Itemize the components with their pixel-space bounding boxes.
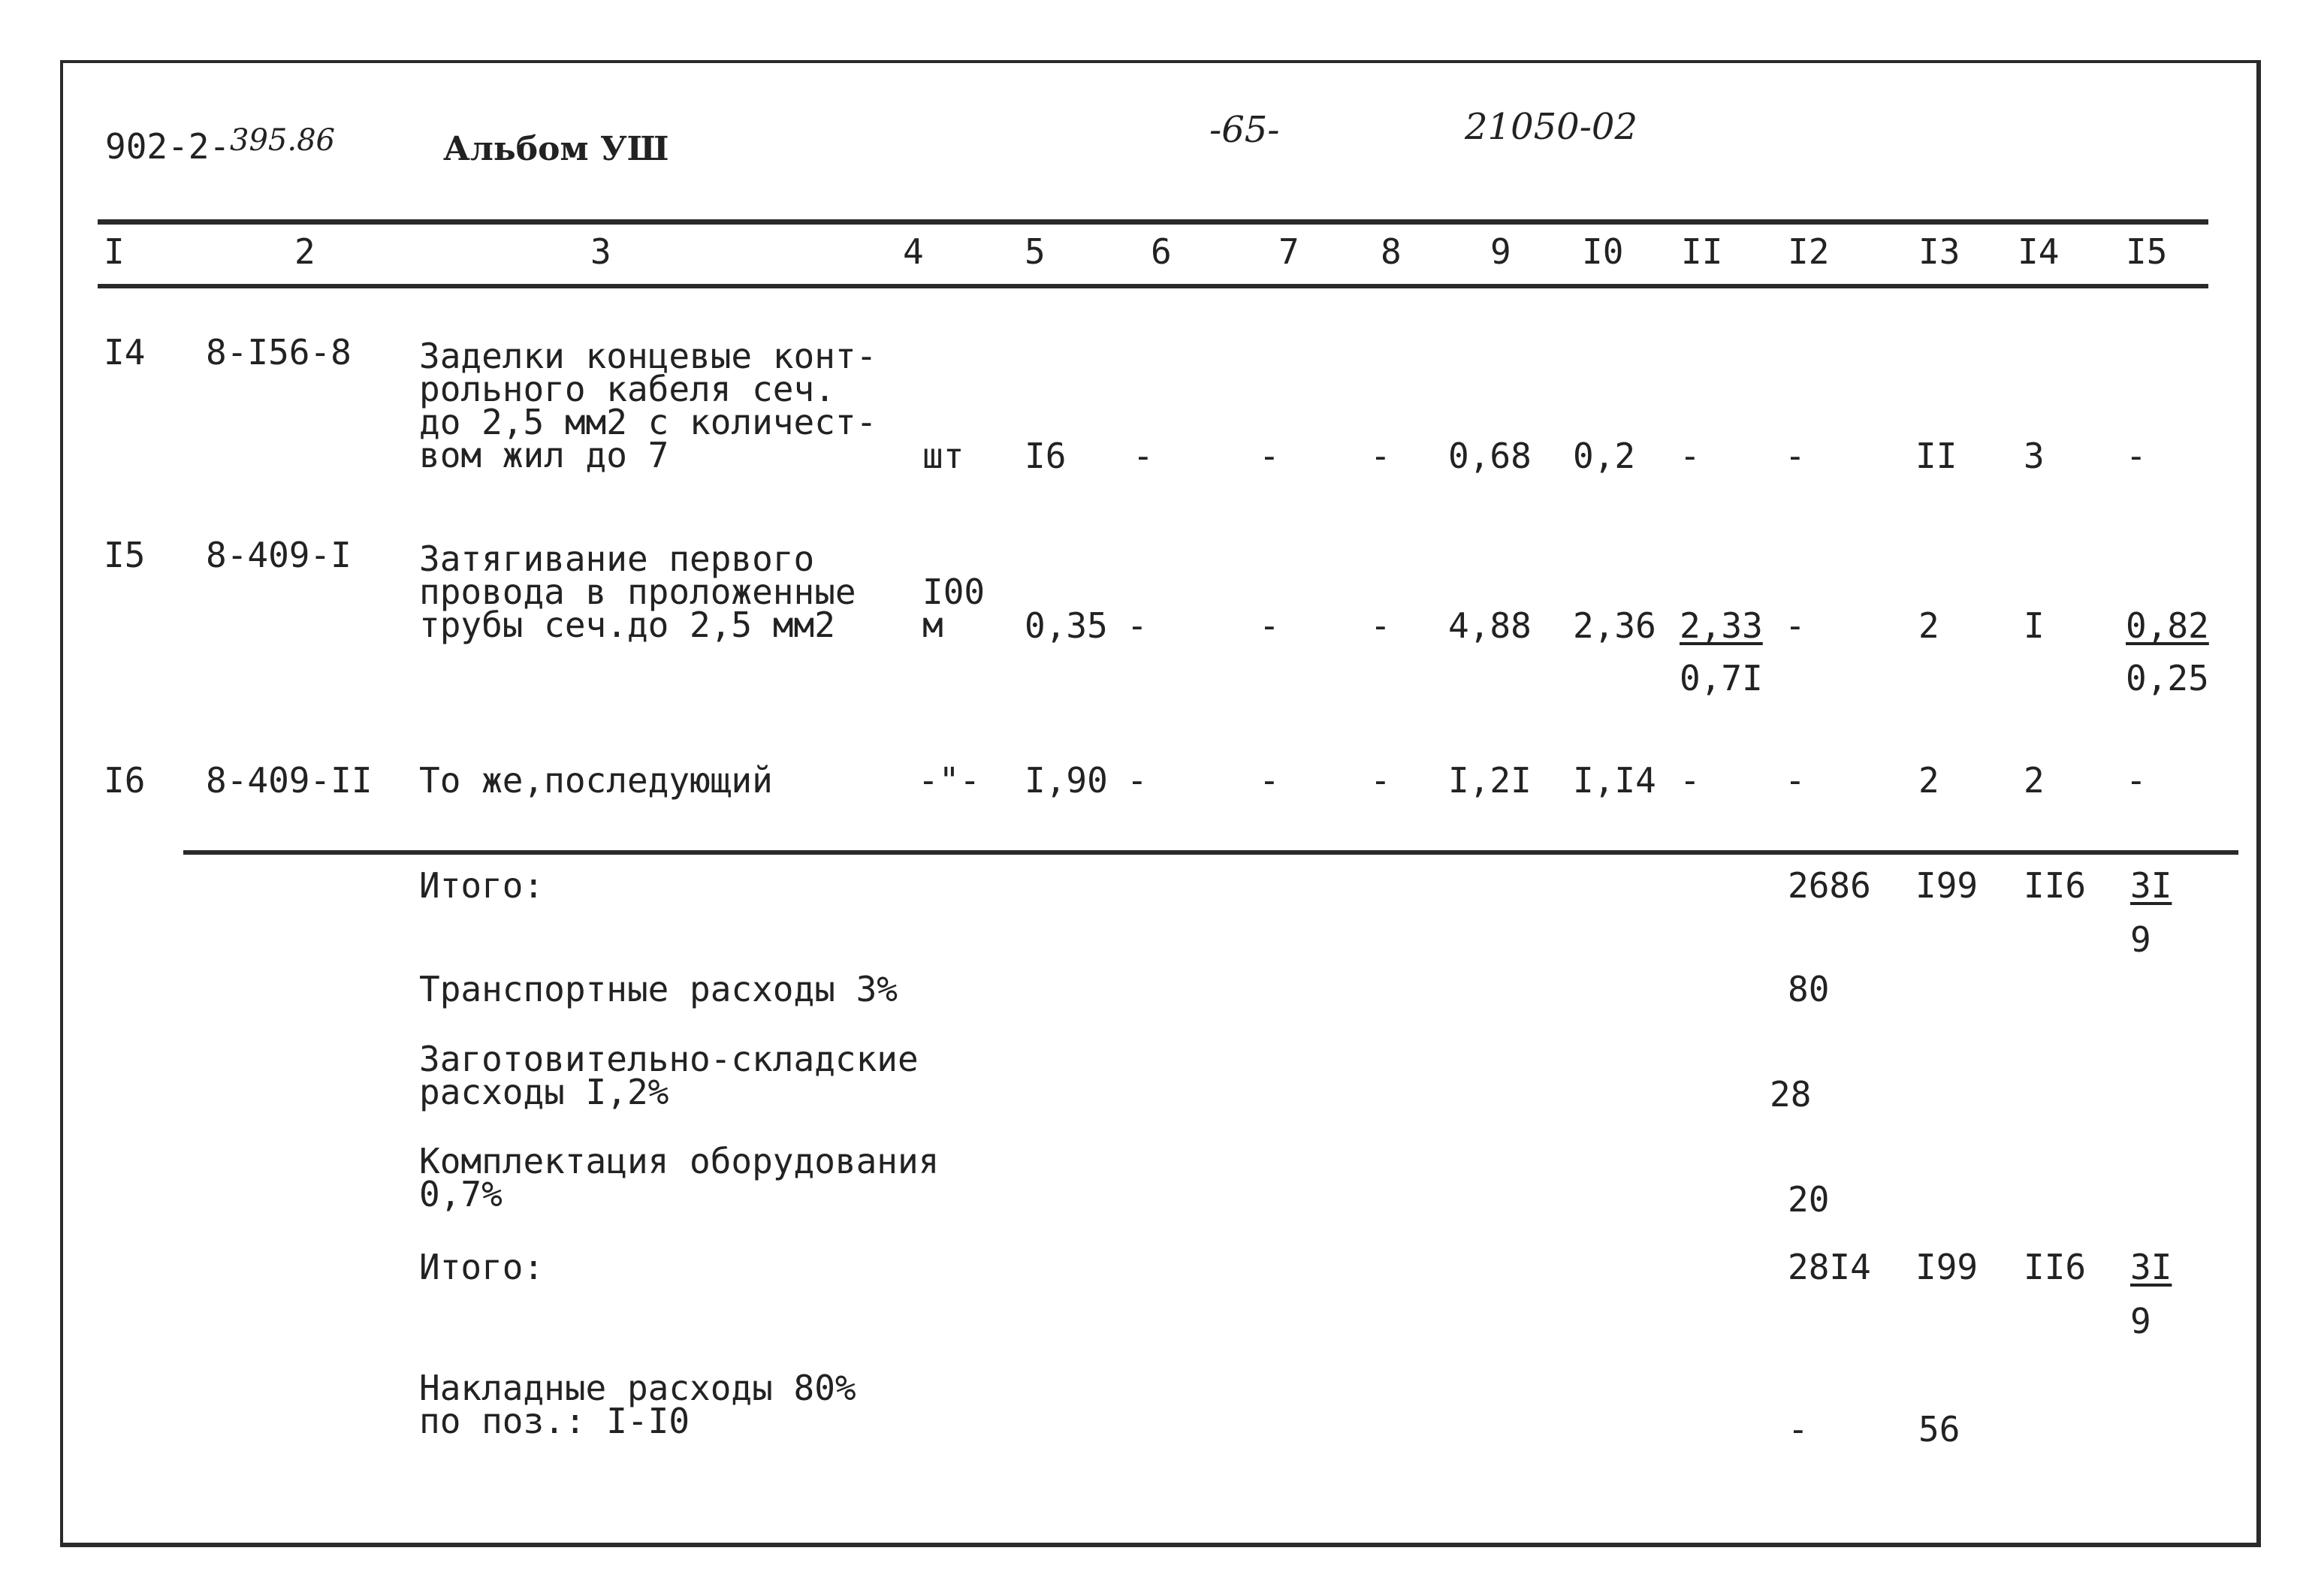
row14-unit: шт bbox=[922, 436, 964, 476]
row15-c8: - bbox=[1370, 605, 1391, 646]
overhead-label: Накладные расходы 80% по поз.: I-I0 bbox=[419, 1368, 856, 1441]
col-header-4: 4 bbox=[903, 231, 924, 272]
row14-num: I4 bbox=[104, 332, 146, 373]
transport-label: Транспортные расходы 3% bbox=[419, 969, 898, 1009]
itogo1-c13: I99 bbox=[1915, 865, 1979, 906]
row16-desc: То же,последующий bbox=[419, 760, 773, 801]
col-header-2: 2 bbox=[294, 231, 315, 272]
col-header-14: I4 bbox=[2018, 231, 2060, 272]
col-header-13: I3 bbox=[1918, 231, 1960, 272]
equipment-label: Комплектация оборудования 0,7% bbox=[419, 1141, 940, 1214]
itogo2-c14: II6 bbox=[2024, 1247, 2087, 1287]
page-number: -65- bbox=[1209, 109, 1280, 151]
doc-code-print: 902-2- bbox=[105, 126, 231, 167]
row16-c9: I,2I bbox=[1448, 760, 1532, 801]
album-title: Альбом УШ bbox=[443, 130, 669, 168]
row16-c15: - bbox=[2126, 760, 2147, 801]
itogo2-label: Итого: bbox=[419, 1247, 545, 1287]
row15-code: 8-409-I bbox=[206, 535, 352, 575]
col-header-5: 5 bbox=[1025, 231, 1046, 272]
row16-code: 8-409-II bbox=[206, 760, 373, 801]
row15-c5: 0,35 bbox=[1025, 605, 1108, 646]
project-code: 21050-02 bbox=[1465, 106, 1637, 148]
row16-c14: 2 bbox=[2024, 760, 2045, 801]
doc-code-hand: 395.86 bbox=[230, 123, 335, 158]
row15-c6: - bbox=[1127, 605, 1148, 646]
col-header-9: 9 bbox=[1490, 231, 1511, 272]
row14-desc: Заделки концевые конт- рольного кабеля сеч. до 2,5 мм2 с количест- вом жил до 7 bbox=[419, 336, 877, 475]
itogo2-c15-bottom: 9 bbox=[2130, 1301, 2151, 1341]
col-header-10: I0 bbox=[1582, 231, 1624, 272]
row16-c11: - bbox=[1680, 760, 1701, 801]
header-rule-top bbox=[98, 219, 2208, 225]
col-header-3: 3 bbox=[590, 231, 611, 272]
itogo1-label: Итого: bbox=[419, 865, 545, 906]
itogo2-c12: 28I4 bbox=[1788, 1247, 1871, 1287]
row16-c13: 2 bbox=[1918, 760, 1939, 801]
row14-c12: - bbox=[1785, 436, 1806, 476]
row16-c8: - bbox=[1370, 760, 1391, 801]
row14-c8: - bbox=[1370, 436, 1391, 476]
summary-rule bbox=[183, 850, 2238, 855]
equipment-c12: 20 bbox=[1788, 1179, 1830, 1220]
page-frame bbox=[60, 60, 2261, 1547]
col-header-12: I2 bbox=[1788, 231, 1830, 272]
row15-num: I5 bbox=[104, 535, 146, 575]
col-header-8: 8 bbox=[1381, 231, 1402, 272]
row14-code: 8-I56-8 bbox=[206, 332, 352, 373]
row14-c10: 0,2 bbox=[1573, 436, 1636, 476]
itogo2-c15-top: 3I bbox=[2130, 1247, 2172, 1287]
row14-c15: - bbox=[2126, 436, 2147, 476]
overhead-c13: 56 bbox=[1918, 1409, 1960, 1450]
row16-num: I6 bbox=[104, 760, 146, 801]
row15-c14: I bbox=[2024, 605, 2045, 646]
col-header-6: 6 bbox=[1151, 231, 1172, 272]
row15-c11-top: 2,33 bbox=[1680, 605, 1763, 646]
itogo1-c12: 2686 bbox=[1788, 865, 1871, 906]
row15-c13: 2 bbox=[1918, 605, 1939, 646]
header-rule-bottom bbox=[98, 284, 2208, 288]
row16-c12: - bbox=[1785, 760, 1806, 801]
row15-c9: 4,88 bbox=[1448, 605, 1532, 646]
col-header-1: I bbox=[104, 231, 125, 272]
itogo1-c14: II6 bbox=[2024, 865, 2087, 906]
row14-c5: I6 bbox=[1025, 436, 1067, 476]
row15-unit: I00 м bbox=[922, 572, 985, 645]
row15-c11-bottom: 0,7I bbox=[1680, 658, 1763, 698]
row14-c6: - bbox=[1133, 436, 1154, 476]
row15-c10: 2,36 bbox=[1573, 605, 1656, 646]
itogo2-c13: I99 bbox=[1915, 1247, 1979, 1287]
row16-c7: - bbox=[1259, 760, 1280, 801]
storage-c12: 28 bbox=[1770, 1074, 1812, 1115]
row15-desc: Затягивание первого провода в проложенные трубы сеч.до 2,5 мм2 bbox=[419, 539, 856, 645]
col-header-15: I5 bbox=[2126, 231, 2168, 272]
overhead-c12: - bbox=[1788, 1409, 1809, 1450]
row16-unit: -"- bbox=[918, 760, 981, 801]
row16-c10: I,I4 bbox=[1573, 760, 1656, 801]
row14-c11: - bbox=[1680, 436, 1701, 476]
row15-c15-bottom: 0,25 bbox=[2126, 658, 2209, 698]
storage-label: Заготовительно-складские расходы I,2% bbox=[419, 1039, 919, 1112]
row15-c12: - bbox=[1785, 605, 1806, 646]
row15-c7: - bbox=[1259, 605, 1280, 646]
row14-c9: 0,68 bbox=[1448, 436, 1532, 476]
itogo1-c15-bottom: 9 bbox=[2130, 919, 2151, 960]
row16-c6: - bbox=[1127, 760, 1148, 801]
col-header-11: II bbox=[1681, 231, 1723, 272]
transport-c12: 80 bbox=[1788, 969, 1830, 1009]
row14-c13: II bbox=[1915, 436, 1957, 476]
row14-c14: 3 bbox=[2024, 436, 2045, 476]
col-header-7: 7 bbox=[1278, 231, 1299, 272]
row14-c7: - bbox=[1259, 436, 1280, 476]
itogo1-c15-top: 3I bbox=[2130, 865, 2172, 906]
row16-c5: I,90 bbox=[1025, 760, 1108, 801]
row15-c15-top: 0,82 bbox=[2126, 605, 2209, 646]
